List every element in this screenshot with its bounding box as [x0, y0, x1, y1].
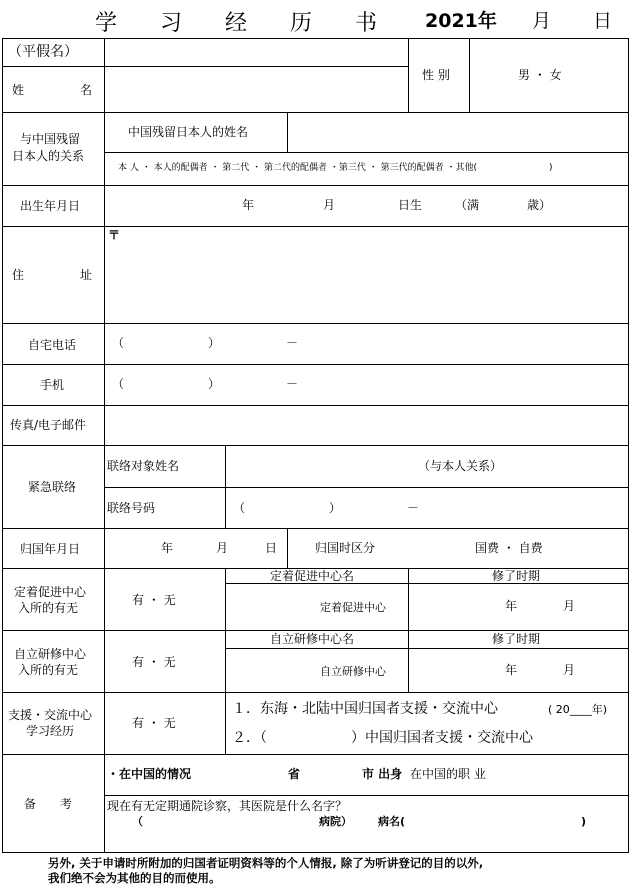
settle-yesno[interactable]: 有 ・ 无 [132, 593, 176, 607]
remarks-china: ・在中国的情况 [107, 767, 192, 781]
remarks-hospital-question: 现在有无定期通院诊察，其医院是什么名字？ [107, 799, 348, 813]
footer-line-1: 另外, 关于申请时所附加的归国者证明资料等的个人情报, 除了为听讲登记的目的以外, [48, 856, 484, 870]
header-month[interactable]: 月 [532, 10, 552, 32]
name-field[interactable] [105, 67, 407, 111]
self-label-2: 入所的有无 [18, 663, 79, 677]
orphan-name-field[interactable] [288, 113, 628, 151]
footer-line-2: 我们绝不会为其他的目的而使用。 [48, 871, 221, 885]
footer-note [48, 856, 483, 886]
return-month[interactable]: 月 [216, 541, 229, 555]
support-line-2[interactable]: ２．（ ）中国归国者支援・交流中心 [232, 730, 533, 746]
support-line-1[interactable]: １．东海・北陆中国归国者支援・交流中心 [232, 701, 498, 717]
header-year[interactable]: 2021年 [425, 10, 497, 32]
remarks-province[interactable]: 省 [288, 767, 301, 781]
remarks-job[interactable]: 在中国的职 业 [410, 767, 486, 781]
home-phone-field[interactable]: （ ） － [112, 336, 299, 350]
alias-label: （平假名） [8, 44, 78, 60]
remarks-label: 备 考 [24, 797, 73, 811]
remarks-disease-field[interactable]: 病名( ) [378, 815, 587, 828]
remarks-city[interactable]: 市 出身 [362, 767, 403, 781]
birth-label: 出生年月日 [20, 199, 81, 213]
support-label-2: 学习经历 [26, 724, 75, 738]
self-label-1: 自立研修中心 [14, 647, 87, 661]
support-label-1: 支援・交流中心 [8, 708, 93, 722]
support-line-1-year[interactable]: ( 20____年) [548, 703, 608, 716]
return-year[interactable]: 年 [161, 541, 174, 555]
self-month[interactable]: 月 [563, 663, 576, 677]
self-year[interactable]: 年 [505, 663, 518, 677]
birth-day[interactable]: 日生 [398, 198, 423, 212]
name-label-1: 姓 [12, 83, 25, 97]
settle-label-2: 入所的有无 [18, 601, 79, 615]
contact-number-label: 联络号码 [107, 501, 156, 515]
header [0, 0, 630, 38]
header-day[interactable]: 日 [593, 10, 613, 32]
gender-label: 性 别 [422, 68, 450, 82]
contact-number-field[interactable]: （ ） － [233, 501, 420, 515]
settle-year[interactable]: 年 [505, 599, 518, 613]
address-label-1: 住 [12, 268, 25, 282]
return-day[interactable]: 日 [265, 541, 278, 555]
return-type-options[interactable]: 国费 ・ 自费 [475, 541, 543, 555]
settle-period-header: 修了时期 [492, 569, 541, 583]
gender-options[interactable]: 男 ・ 女 [518, 68, 562, 82]
relation-label-1: 与中国残留 [20, 132, 81, 146]
orphan-name-label: 中国残留日本人的姓名 [128, 125, 249, 139]
support-yesno[interactable]: 有 ・ 无 [132, 716, 176, 730]
fax-email-field[interactable] [105, 406, 628, 444]
form-title: 学 习 经 历 书 [95, 11, 395, 36]
settle-center-suffix: 定着促进中心 [320, 601, 386, 614]
birth-month[interactable]: 月 [323, 198, 336, 212]
self-name-header: 自立研修中心名 [270, 632, 355, 646]
self-period-header: 修了时期 [492, 632, 541, 646]
home-phone-label: 自宅电话 [28, 338, 77, 352]
return-date-label: 归国年月日 [20, 542, 81, 556]
settle-label-1: 定着促进中心 [14, 585, 87, 599]
birth-year[interactable]: 年 [242, 198, 255, 212]
contact-name-label: 联络对象姓名 [107, 459, 180, 473]
address-field[interactable] [105, 227, 628, 322]
contact-relation[interactable]: （与本人关系） [418, 459, 503, 473]
alias-field[interactable] [105, 39, 407, 66]
postal-mark: 〒 [108, 228, 121, 242]
self-center-suffix: 自立研修中心 [320, 665, 386, 678]
fax-email-label: 传真/电子邮件 [10, 418, 87, 432]
relation-label-2: 日本人的关系 [12, 149, 85, 163]
return-type-label: 归国时区分 [315, 541, 376, 555]
birth-age[interactable]: （满 歳） [455, 198, 552, 212]
mobile-field[interactable]: （ ） － [112, 377, 299, 391]
settle-name-header: 定着促进中心名 [270, 569, 355, 583]
relation-options[interactable]: 本 人 ・ 本人的配偶者 ・ 第二代 ・ 第二代的配偶者 ・第三代 ・ 第三代的配偶者 ・其他( ) [118, 163, 553, 173]
name-label-2: 名 [80, 83, 93, 97]
address-label-2: 址 [80, 268, 93, 282]
emergency-label: 紧急联络 [28, 480, 77, 494]
self-yesno[interactable]: 有 ・ 无 [132, 655, 176, 669]
remarks-hospital-field[interactable]: （ 病院） [132, 815, 352, 828]
settle-month[interactable]: 月 [563, 599, 576, 613]
mobile-label: 手机 [40, 378, 65, 392]
